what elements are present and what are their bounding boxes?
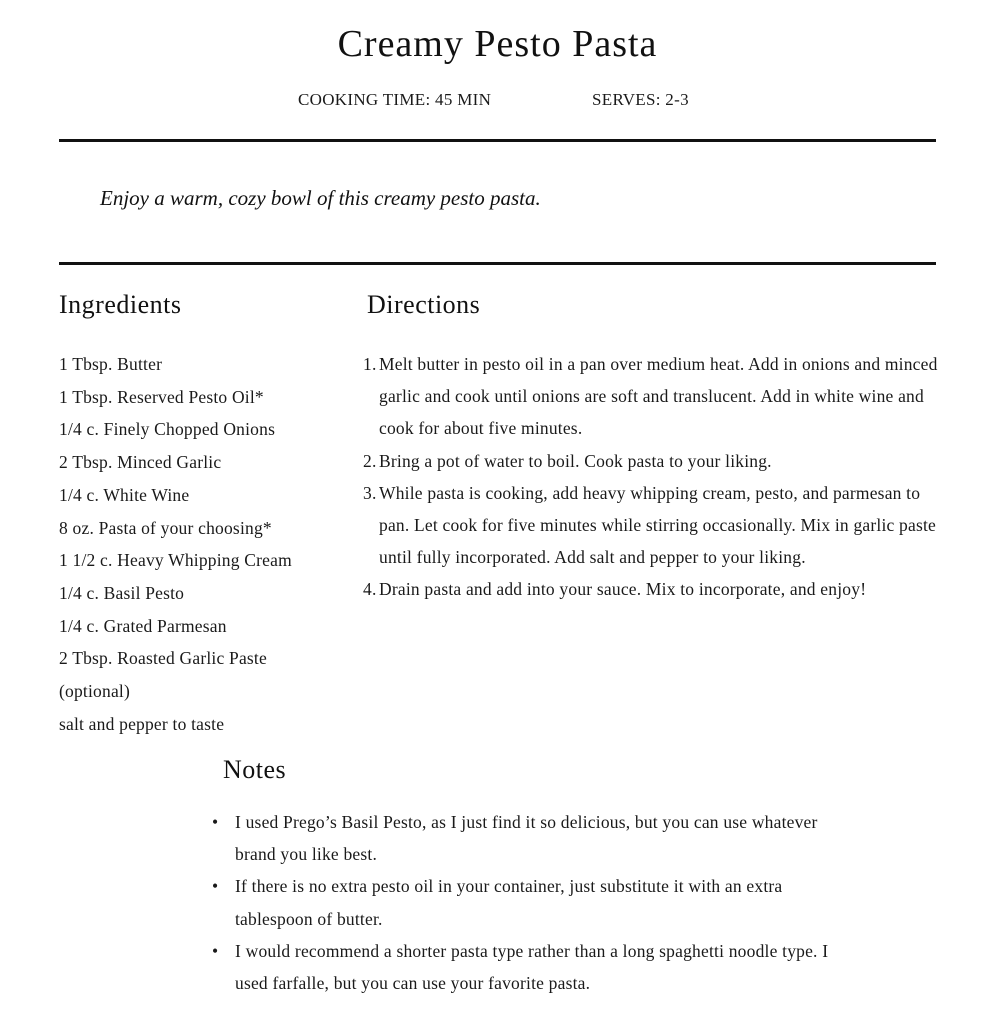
ingredients-heading: Ingredients	[59, 290, 182, 319]
bullet-icon: •	[212, 940, 219, 961]
ingredient-item: 2 Tbsp. Roasted Garlic Paste	[59, 648, 267, 669]
step-number: 2.	[363, 450, 377, 471]
direction-step	[363, 445, 943, 477]
ingredient-item: salt and pepper to taste	[59, 713, 225, 734]
ingredient-item: 1/4 c. Grated Parmesan	[59, 615, 227, 636]
recipe-tagline: Enjoy a warm, cozy bowl of this creamy pesto pasta.	[100, 186, 541, 210]
notes-list	[212, 806, 832, 999]
ingredients-list	[59, 348, 349, 740]
step-text: Drain pasta and add into your sauce. Mix to incorporate, and enjoy!	[379, 579, 867, 600]
step-number: 3.	[363, 482, 377, 503]
bullet-icon: •	[212, 812, 219, 832]
divider-bottom	[59, 262, 936, 265]
note-text: If there is no extra pesto oil in your container, just substitute it with an extra tablespoon of butter.	[235, 876, 783, 929]
step-text: Bring a pot of water to boil. Cook pasta to your liking.	[379, 450, 772, 471]
step-text: While pasta is cooking, add heavy whipping cream, pesto, and parmesan to pan. Let cook for five minutes while stirring occasionally. Mix in garlic paste until fully incorporated. Add salt and pepper to your liking.	[379, 482, 937, 568]
directions-list	[363, 348, 943, 606]
ingredient-item: 1 1/2 c. Heavy Whipping Cream	[59, 550, 292, 571]
step-text: Melt butter in pesto oil in a pan over medium heat. Add in onions and minced garlic and cook until onions are soft and translucent. Add in white wine and cook for about five minutes.	[379, 354, 938, 439]
note-text: I used Prego’s Basil Pesto, as I just find it so delicious, but you can use whatever brand you like best.	[235, 812, 818, 865]
recipe-title: Creamy Pesto Pasta	[337, 23, 658, 65]
note-item	[212, 806, 832, 870]
step-number: 1.	[363, 354, 377, 374]
ingredient-item: (optional)	[59, 681, 131, 702]
cooking-time: COOKING TIME: 45 MIN	[298, 90, 492, 109]
directions-heading: Directions	[367, 290, 481, 319]
note-item	[212, 935, 832, 999]
ingredient-item: 1/4 c. Finely Chopped Onions	[59, 419, 276, 440]
direction-step	[363, 477, 943, 574]
bullet-icon: •	[212, 876, 219, 897]
divider-top	[59, 139, 936, 142]
note-text: I would recommend a shorter pasta type rather than a long spaghetti noodle type. I used farfalle, but you can use your favorite pasta.	[235, 940, 829, 994]
direction-step	[363, 348, 943, 445]
serves: SERVES: 2-3	[592, 90, 689, 109]
direction-step	[363, 573, 943, 605]
ingredient-item: 2 Tbsp. Minced Garlic	[59, 452, 222, 473]
ingredient-item: 1 Tbsp. Butter	[59, 354, 163, 374]
ingredient-item: 1 Tbsp. Reserved Pesto Oil*	[59, 386, 264, 407]
ingredient-item: 1/4 c. Basil Pesto	[59, 582, 185, 603]
ingredient-item: 1/4 c. White Wine	[59, 484, 190, 505]
step-number: 4.	[363, 579, 377, 600]
notes-heading: Notes	[223, 755, 287, 784]
note-item	[212, 870, 832, 934]
ingredient-item: 8 oz. Pasta of your choosing*	[59, 517, 272, 538]
